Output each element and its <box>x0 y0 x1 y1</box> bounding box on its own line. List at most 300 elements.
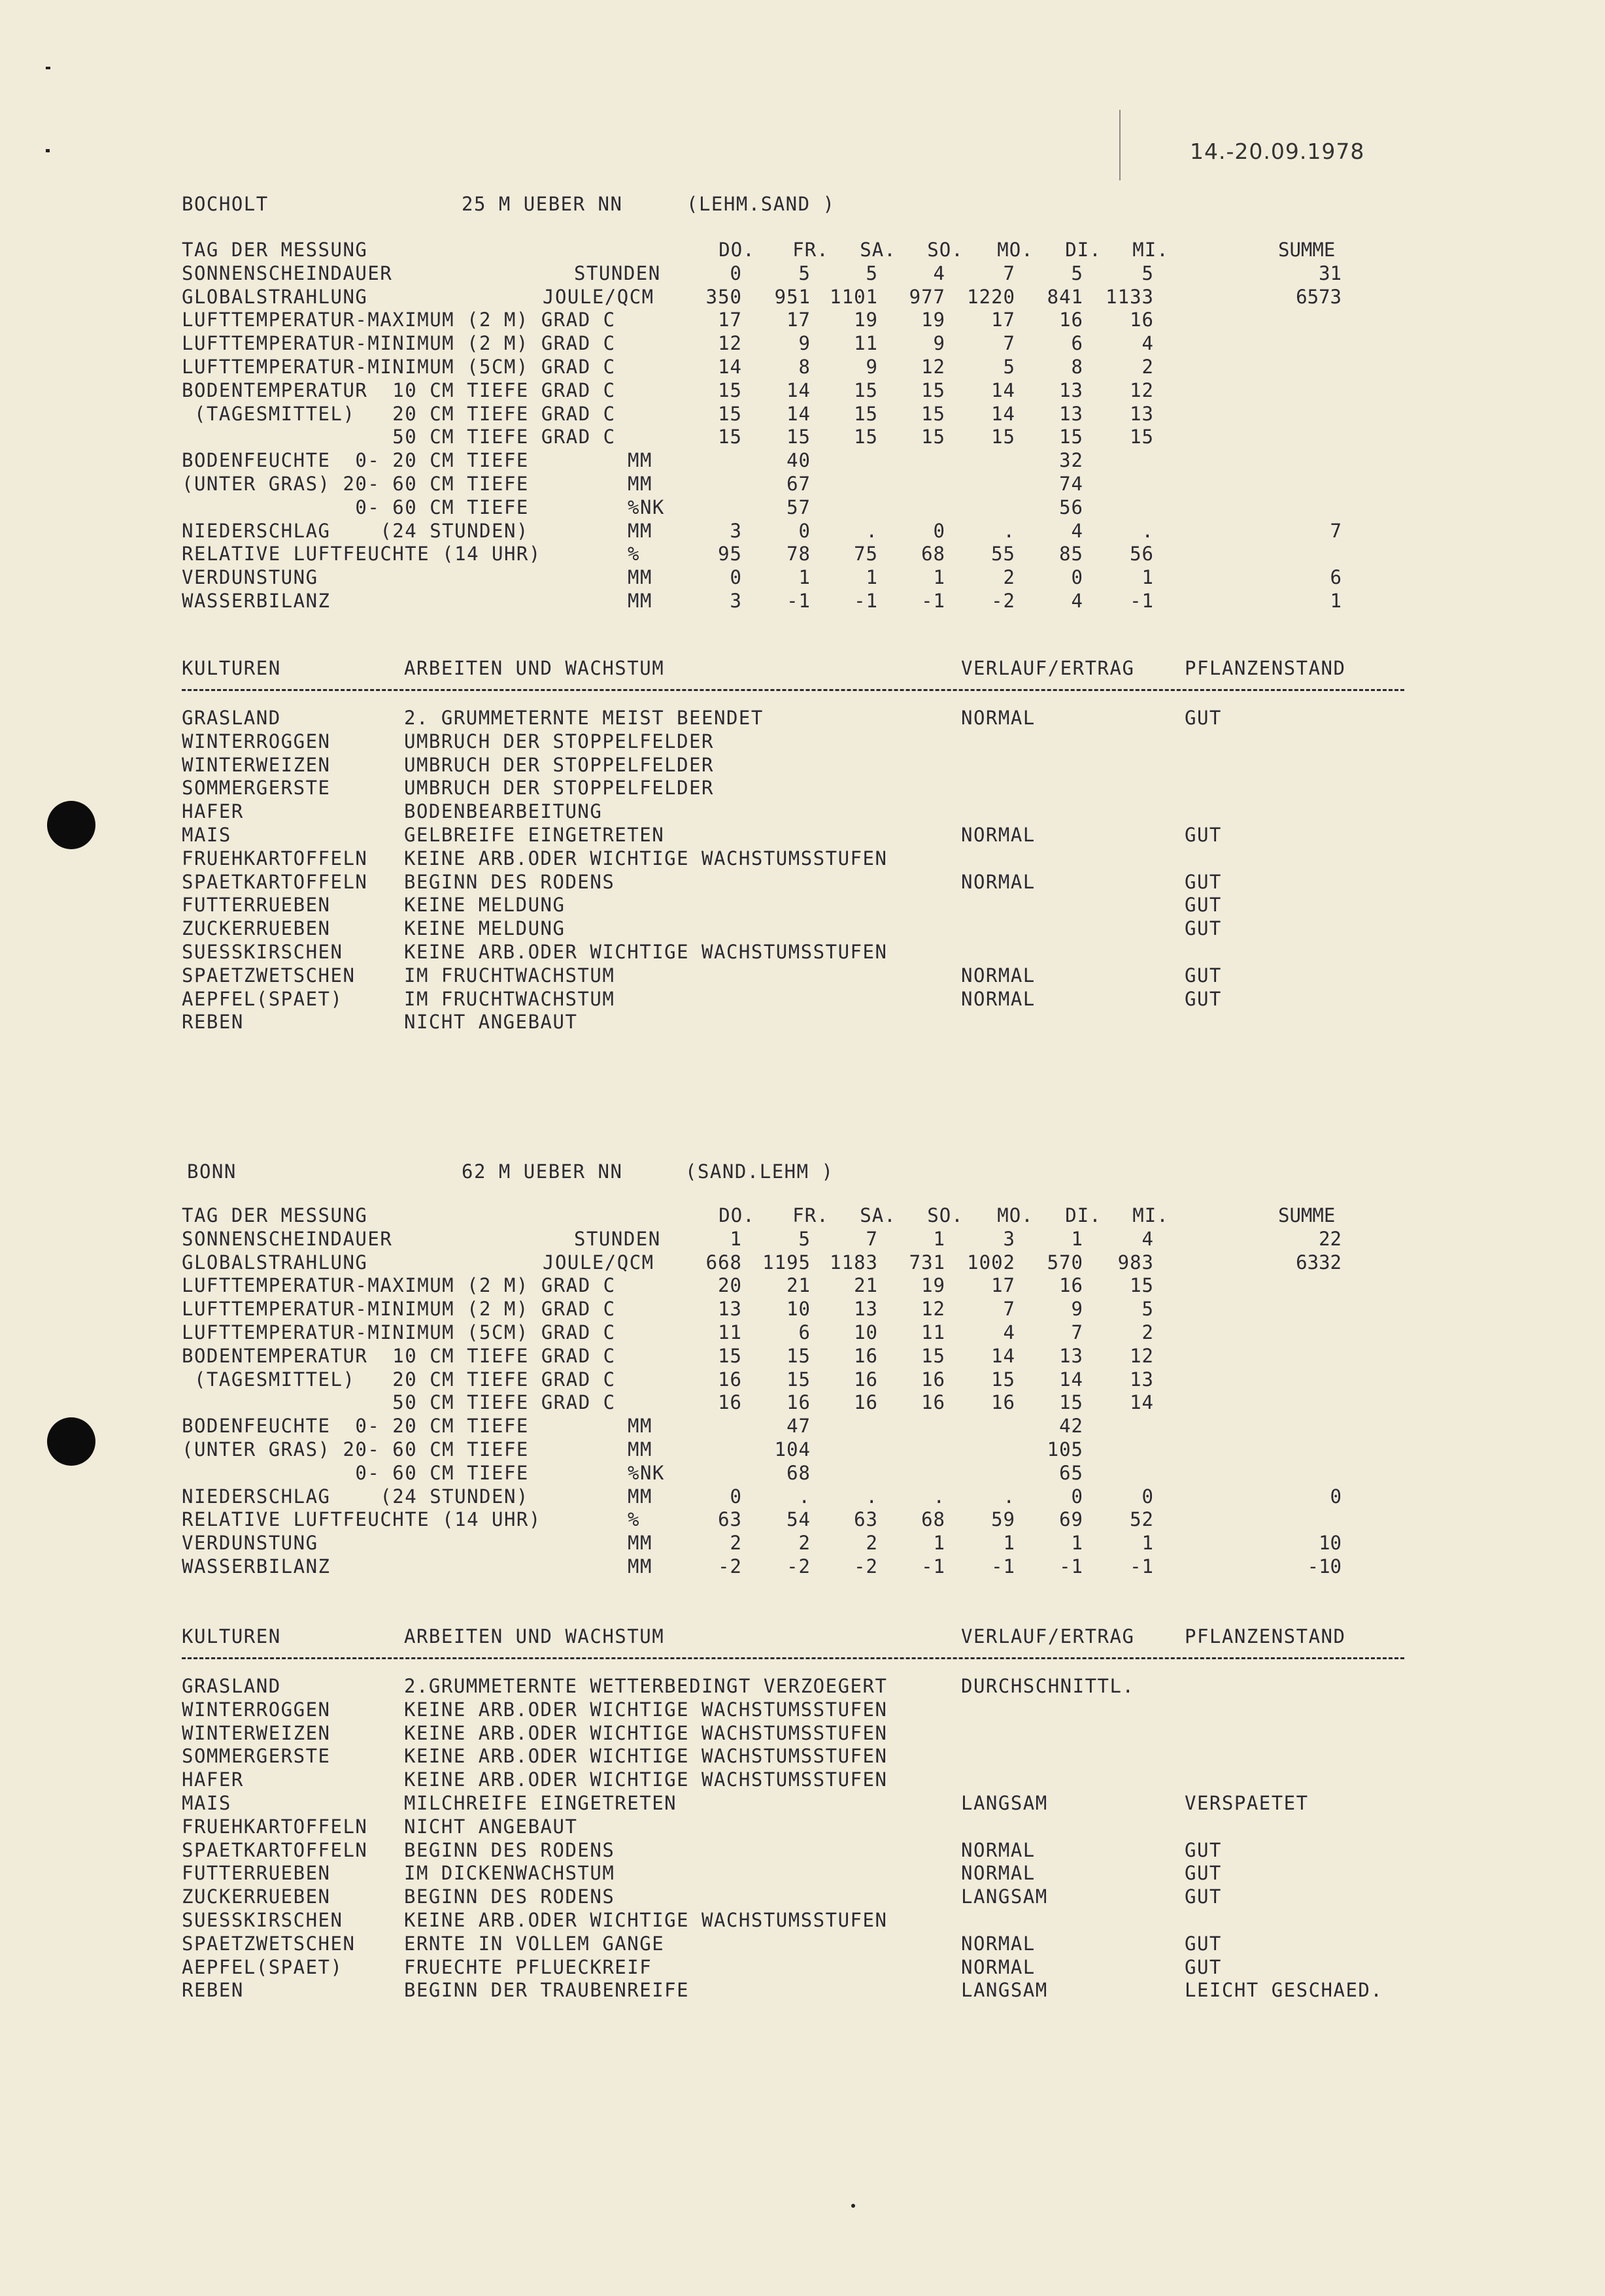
header-kulturen: KULTUREN <box>182 657 281 679</box>
day-value: 15 <box>786 426 811 448</box>
day-value: 85 <box>1059 543 1083 566</box>
measurement-row <box>0 425 1605 448</box>
row-label: WASSERBILANZ <box>182 1555 331 1578</box>
day-value: 65 <box>1059 1461 1083 1484</box>
crop-work: UMBRUCH DER STOPPELFELDER <box>404 753 714 776</box>
crop-progress: NORMAL <box>961 1838 1036 1861</box>
day-value: 21 <box>786 1274 811 1297</box>
day-value: 15 <box>718 1344 742 1367</box>
crop-row <box>0 1768 1605 1791</box>
day-value: 68 <box>921 1508 945 1531</box>
crop-name: FUTTERRUEBEN <box>182 894 331 917</box>
day-value: -1 <box>921 590 945 612</box>
measurement-row <box>0 1227 1605 1251</box>
day-value: 1 <box>798 566 811 589</box>
crop-work: 2.GRUMMETERNTE WETTERBEDINGT VERZOEGERT <box>404 1675 888 1697</box>
crop-work: ERNTE IN VOLLEM GANGE <box>404 1932 665 1955</box>
day-value: -2 <box>991 590 1015 612</box>
day-value: 4 <box>1141 1227 1154 1250</box>
page-dot <box>851 2204 855 2208</box>
day-value: 68 <box>921 543 945 566</box>
day-value: 7 <box>866 1227 878 1250</box>
measurement-row <box>0 1531 1605 1555</box>
row-label: LUFTTEMPERATUR-MINIMUM (2 M) GRAD C <box>182 1298 616 1321</box>
station-soil: (SAND.LEHM ) <box>685 1160 834 1183</box>
day-value: 14 <box>991 1344 1015 1367</box>
crop-progress: LANGSAM <box>961 1792 1048 1814</box>
crop-work: MILCHREIFE EINGETRETEN <box>404 1792 677 1814</box>
crop-work: KEINE MELDUNG <box>404 894 566 917</box>
crop-name: SPAETKARTOFFELN <box>182 870 368 893</box>
day-value: 32 <box>1059 449 1083 472</box>
day-value: 2 <box>798 1532 811 1555</box>
day-value: 7 <box>1003 332 1015 355</box>
day-value: -2 <box>718 1555 742 1578</box>
day-value: 14 <box>1059 1368 1083 1391</box>
crop-name: WINTERROGGEN <box>182 1698 331 1721</box>
row-unit: MM <box>628 1532 652 1555</box>
station-soil: (LEHM.SAND ) <box>686 193 836 215</box>
row-label: BODENFEUCHTE 0- 20 CM TIEFE <box>182 449 529 472</box>
row-label: (TAGESMITTEL) 20 CM TIEFE GRAD C <box>182 402 616 425</box>
day-value: 12 <box>1130 379 1154 401</box>
crop-name: SPAETZWETSCHEN <box>182 964 356 987</box>
row-unit: % <box>628 543 640 566</box>
crop-row <box>0 1815 1605 1838</box>
day-value: 75 <box>854 543 878 566</box>
row-unit: MM <box>628 1555 652 1578</box>
row-label: BODENTEMPERATUR 10 CM TIEFE GRAD C <box>182 1344 616 1367</box>
crop-row <box>0 1978 1605 2002</box>
crop-work: KEINE ARB.ODER WICHTIGE WACHSTUMSSTUFEN <box>404 1909 888 1931</box>
crop-condition: GUT <box>1185 1932 1222 1955</box>
day-value: 12 <box>921 1298 945 1321</box>
table-header-row <box>0 1204 1605 1227</box>
summe-value: 6573 <box>1296 285 1342 308</box>
day-value: 9 <box>798 332 811 355</box>
day-value: -1 <box>991 1555 1015 1578</box>
row-label: (TAGESMITTEL) 20 CM TIEFE GRAD C <box>182 1368 616 1391</box>
crop-row <box>0 893 1605 917</box>
crop-condition: GUT <box>1185 1862 1222 1885</box>
day-value: 7 <box>1071 1321 1083 1343</box>
row-unit: MM <box>628 1485 652 1508</box>
row-label: (UNTER GRAS) 20- 60 CM TIEFE <box>182 473 529 495</box>
day-value: 977 <box>909 285 945 308</box>
crop-name: WINTERWEIZEN <box>182 1721 331 1744</box>
crop-work: BEGINN DES RODENS <box>404 1885 615 1908</box>
day-value: 5 <box>1003 356 1015 378</box>
day-value: 15 <box>921 426 945 448</box>
crop-progress: NORMAL <box>961 824 1036 846</box>
day-value: 20 <box>718 1274 742 1297</box>
measurement-row <box>0 1508 1605 1531</box>
day-header: DI. <box>1065 1204 1102 1226</box>
row-label: TAG DER MESSUNG <box>182 1204 368 1226</box>
day-value: 16 <box>854 1368 878 1391</box>
day-value: 951 <box>774 285 811 308</box>
crop-name: FRUEHKARTOFFELN <box>182 1815 368 1838</box>
measurement-row <box>0 331 1605 355</box>
crop-name: AEPFEL(SPAET) <box>182 987 343 1010</box>
day-value: 56 <box>1130 543 1154 566</box>
day-value: 59 <box>991 1508 1015 1531</box>
day-value: 5 <box>798 1227 811 1250</box>
row-unit: %NK <box>628 496 665 518</box>
crop-work: GELBREIFE EINGETRETEN <box>404 824 665 846</box>
day-value: 16 <box>718 1391 742 1414</box>
crop-work: FRUECHTE PFLUECKREIF <box>404 1955 652 1978</box>
day-value: 0 <box>730 1485 742 1508</box>
day-value: 15 <box>991 426 1015 448</box>
measurement-row <box>0 1461 1605 1485</box>
day-value: 54 <box>786 1508 811 1531</box>
header-verlauf: VERLAUF/ERTRAG <box>961 1625 1135 1647</box>
day-value: 2 <box>730 1532 742 1555</box>
day-value: 5 <box>798 262 811 284</box>
row-label: 0- 60 CM TIEFE <box>182 496 529 518</box>
crop-progress: NORMAL <box>961 870 1036 893</box>
crop-row <box>0 987 1605 1011</box>
day-value: 15 <box>1130 1274 1154 1297</box>
day-value: 3 <box>730 519 742 542</box>
day-value: 8 <box>1071 356 1083 378</box>
crop-name: ZUCKERRUEBEN <box>182 1885 331 1908</box>
day-value: 5 <box>1141 262 1154 284</box>
day-value: 841 <box>1047 285 1083 308</box>
crop-work: BODENBEARBEITUNG <box>404 800 603 823</box>
station-name: BONN <box>187 1160 237 1183</box>
crop-row <box>0 1698 1605 1721</box>
day-value: 13 <box>1130 1368 1154 1391</box>
day-header: MO. <box>997 239 1034 261</box>
measurement-row <box>0 542 1605 566</box>
crop-name: AEPFEL(SPAET) <box>182 1955 343 1978</box>
day-value: 13 <box>1059 402 1083 425</box>
row-label: SONNENSCHEINDAUER <box>182 262 393 284</box>
day-value: 2 <box>1141 356 1154 378</box>
crop-name: FUTTERRUEBEN <box>182 1862 331 1885</box>
crop-name: ZUCKERRUEBEN <box>182 917 331 940</box>
crop-condition: GUT <box>1185 964 1222 987</box>
crop-progress: LANGSAM <box>961 1979 1048 2002</box>
day-value: . <box>866 519 878 542</box>
day-value: 1 <box>866 566 878 589</box>
day-value: 15 <box>854 402 878 425</box>
day-value: 1 <box>933 566 945 589</box>
day-value: 15 <box>1130 426 1154 448</box>
crop-name: HAFER <box>182 800 244 823</box>
day-value: 983 <box>1117 1251 1154 1274</box>
day-value: . <box>1003 519 1015 542</box>
day-value: 19 <box>921 1274 945 1297</box>
header-arbeiten: ARBEITEN UND WACHSTUM <box>404 1625 665 1647</box>
summe-value: 22 <box>1319 1227 1342 1250</box>
day-value: 4 <box>1071 519 1083 542</box>
day-value: 16 <box>854 1391 878 1414</box>
day-value: 13 <box>1130 402 1154 425</box>
crop-work: KEINE ARB.ODER WICHTIGE WACHSTUMSSTUFEN <box>404 941 888 963</box>
day-value: 9 <box>933 332 945 355</box>
day-value: 15 <box>786 1368 811 1391</box>
day-value: 8 <box>798 356 811 378</box>
day-value: 0 <box>933 519 945 542</box>
crop-row <box>0 870 1605 894</box>
row-unit: MM <box>628 519 652 542</box>
day-value: 14 <box>786 402 811 425</box>
measurement-row <box>0 1251 1605 1274</box>
crop-row <box>0 1838 1605 1862</box>
day-value: 57 <box>786 496 811 518</box>
crop-name: WINTERWEIZEN <box>182 753 331 776</box>
station-name: BOCHOLT <box>182 193 269 215</box>
row-unit: MM <box>628 566 652 589</box>
table-header-row <box>0 238 1605 262</box>
day-value: -1 <box>854 590 878 612</box>
day-value: 63 <box>854 1508 878 1531</box>
row-label: LUFTTEMPERATUR-MINIMUM (2 M) GRAD C <box>182 332 616 355</box>
header-kulturen: KULTUREN <box>182 1625 281 1647</box>
day-value: 1195 <box>762 1251 811 1274</box>
day-value: 0 <box>1141 1485 1154 1508</box>
crop-row <box>0 1885 1605 1908</box>
row-label: BODENFEUCHTE 0- 20 CM TIEFE <box>182 1415 529 1438</box>
day-value: 15 <box>718 426 742 448</box>
day-value: 19 <box>854 309 878 331</box>
day-value: 56 <box>1059 496 1083 518</box>
day-value: 14 <box>991 379 1015 401</box>
day-value: 69 <box>1059 1508 1083 1531</box>
day-value: 105 <box>1047 1438 1083 1460</box>
day-value: 10 <box>854 1321 878 1343</box>
day-value: 42 <box>1059 1415 1083 1438</box>
crop-name: WINTERROGGEN <box>182 730 331 752</box>
crop-condition: GUT <box>1185 870 1222 893</box>
crop-name: SOMMERGERSTE <box>182 777 331 800</box>
day-value: 11 <box>921 1321 945 1343</box>
day-value: 104 <box>774 1438 811 1460</box>
day-value: . <box>933 1485 945 1508</box>
day-header: SA. <box>860 1204 896 1226</box>
crop-condition: GUT <box>1185 894 1222 917</box>
station-elevation: 62 M UEBER NN <box>462 1160 623 1183</box>
row-label: RELATIVE LUFTFEUCHTE (14 UHR) <box>182 543 541 566</box>
measurement-row <box>0 262 1605 285</box>
day-value: 1133 <box>1106 285 1154 308</box>
crop-header-row <box>0 656 1605 680</box>
crop-condition: VERSPAETET <box>1185 1792 1309 1814</box>
crop-condition: GUT <box>1185 707 1222 729</box>
crop-work: 2. GRUMMETERNTE MEIST BEENDET <box>404 707 764 729</box>
day-value: 1 <box>933 1227 945 1250</box>
row-label: 50 CM TIEFE GRAD C <box>182 1391 616 1414</box>
crop-row <box>0 1908 1605 1932</box>
day-value: 95 <box>718 543 742 566</box>
crop-work: IM FRUCHTWACHSTUM <box>404 964 615 987</box>
summe-value: 10 <box>1319 1532 1342 1555</box>
day-value: 1 <box>1071 1227 1083 1250</box>
row-label: VERDUNSTUNG <box>182 566 318 589</box>
day-value: 0 <box>730 566 742 589</box>
crop-condition: GUT <box>1185 917 1222 940</box>
day-value: 63 <box>718 1508 742 1531</box>
crop-row <box>0 800 1605 823</box>
day-value: 668 <box>705 1251 742 1274</box>
day-value: 15 <box>718 379 742 401</box>
day-header: MI. <box>1132 239 1169 261</box>
measurement-row <box>0 566 1605 589</box>
summe-value: 1 <box>1330 590 1342 612</box>
measurement-row <box>0 308 1605 331</box>
crop-work: KEINE ARB.ODER WICHTIGE WACHSTUMSSTUFEN <box>404 1745 888 1768</box>
row-unit: MM <box>628 1438 652 1460</box>
summe-header: SUMME <box>1278 1204 1336 1226</box>
summe-value: -10 <box>1307 1555 1342 1578</box>
day-value: 1 <box>1141 1532 1154 1555</box>
summe-value: 6 <box>1330 566 1342 589</box>
measurement-row <box>0 1321 1605 1344</box>
day-value: 1183 <box>830 1251 878 1274</box>
day-value: 15 <box>854 379 878 401</box>
day-header: FR. <box>792 1204 829 1226</box>
day-header: DO. <box>718 239 755 261</box>
row-unit: MM <box>628 590 652 612</box>
crop-work: UMBRUCH DER STOPPELFELDER <box>404 730 714 752</box>
measurement-row <box>0 472 1605 496</box>
row-label: LUFTTEMPERATUR-MAXIMUM (2 M) GRAD C <box>182 309 616 331</box>
crop-name: SPAETKARTOFFELN <box>182 1838 368 1861</box>
day-header: MI. <box>1132 1204 1169 1226</box>
crop-row <box>0 1955 1605 1979</box>
crop-work: NICHT ANGEBAUT <box>404 1011 578 1034</box>
day-value: 17 <box>991 1274 1015 1297</box>
measurement-row <box>0 519 1605 543</box>
measurement-row <box>0 379 1605 402</box>
crop-work: KEINE ARB.ODER WICHTIGE WACHSTUMSSTUFEN <box>404 1768 888 1791</box>
crop-progress: LANGSAM <box>961 1885 1048 1908</box>
measurement-row <box>0 285 1605 309</box>
crop-name: GRASLAND <box>182 707 281 729</box>
crop-progress: NORMAL <box>961 707 1036 729</box>
crop-row <box>0 1861 1605 1885</box>
crop-work: KEINE MELDUNG <box>404 917 566 940</box>
summe-value: 0 <box>1330 1485 1342 1508</box>
row-label: SONNENSCHEINDAUER <box>182 1227 393 1250</box>
header-verlauf: VERLAUF/ERTRAG <box>961 657 1135 679</box>
day-value: 4 <box>1071 590 1083 612</box>
dashed-divider <box>182 689 1404 691</box>
day-value: 5 <box>866 262 878 284</box>
day-value: 47 <box>786 1415 811 1438</box>
crop-condition: GUT <box>1185 824 1222 846</box>
day-value: 731 <box>909 1251 945 1274</box>
crop-row <box>0 1932 1605 1955</box>
crop-work: UMBRUCH DER STOPPELFELDER <box>404 777 714 800</box>
row-label: WASSERBILANZ <box>182 590 331 612</box>
day-value: -1 <box>1130 590 1154 612</box>
crop-work: KEINE ARB.ODER WICHTIGE WACHSTUMSSTUFEN <box>404 847 888 869</box>
day-value: 14 <box>718 356 742 378</box>
day-value: 7 <box>1003 262 1015 284</box>
day-value: . <box>1003 1485 1015 1508</box>
day-value: 6 <box>1071 332 1083 355</box>
day-value: 52 <box>1130 1508 1154 1531</box>
margin-mark <box>46 149 50 152</box>
day-value: -1 <box>1130 1555 1154 1578</box>
day-value: -1 <box>786 590 811 612</box>
crop-row <box>0 964 1605 987</box>
crop-name: GRASLAND <box>182 1675 281 1697</box>
day-value: . <box>866 1485 878 1508</box>
measurement-row <box>0 1438 1605 1461</box>
crop-row <box>0 753 1605 777</box>
margin-mark <box>46 67 50 69</box>
day-value: 15 <box>854 426 878 448</box>
day-value: 1 <box>933 1532 945 1555</box>
day-value: 2 <box>866 1532 878 1555</box>
day-value: 3 <box>730 590 742 612</box>
day-value: 16 <box>1130 309 1154 331</box>
day-value: 13 <box>718 1298 742 1321</box>
day-header: SO. <box>927 239 964 261</box>
measurement-row <box>0 1274 1605 1297</box>
crop-condition: GUT <box>1185 987 1222 1010</box>
report-date: 14.-20.09.1978 <box>1190 139 1365 164</box>
row-label: RELATIVE LUFTFEUCHTE (14 UHR) <box>182 1508 541 1531</box>
crop-name: SPAETZWETSCHEN <box>182 1932 356 1955</box>
day-value: 55 <box>991 543 1015 566</box>
crop-name: REBEN <box>182 1979 244 2002</box>
day-value: 15 <box>718 402 742 425</box>
measurement-row <box>0 402 1605 426</box>
row-unit: MM <box>628 473 652 495</box>
day-value: 10 <box>786 1298 811 1321</box>
crop-name: SOMMERGERSTE <box>182 1745 331 1768</box>
day-value: -2 <box>786 1555 811 1578</box>
day-value: 6 <box>798 1321 811 1343</box>
day-value: 17 <box>991 309 1015 331</box>
crop-name: FRUEHKARTOFFELN <box>182 847 368 869</box>
day-value: . <box>1141 519 1154 542</box>
crop-condition: GUT <box>1185 1838 1222 1861</box>
crop-progress: NORMAL <box>961 1955 1036 1978</box>
dashed-divider <box>182 1657 1404 1659</box>
row-label: GLOBALSTRAHLUNG <box>182 1251 368 1274</box>
day-value: 17 <box>718 309 742 331</box>
day-value: 78 <box>786 543 811 566</box>
crop-row <box>0 1791 1605 1815</box>
measurement-row <box>0 1344 1605 1368</box>
day-value: 67 <box>786 473 811 495</box>
day-value: -1 <box>921 1555 945 1578</box>
crop-condition: GUT <box>1185 1955 1222 1978</box>
row-unit: JOULE/QCM <box>543 1251 654 1274</box>
day-value: 15 <box>921 402 945 425</box>
station-elevation: 25 M UEBER NN <box>462 193 623 215</box>
measurement-row <box>0 355 1605 379</box>
crop-work: BEGINN DER TRAUBENREIFE <box>404 1979 690 2002</box>
day-value: 11 <box>718 1321 742 1343</box>
day-value: 21 <box>854 1274 878 1297</box>
stamp-line <box>1119 110 1121 180</box>
summe-value: 6332 <box>1296 1251 1342 1274</box>
summe-header: SUMME <box>1278 239 1336 261</box>
day-value: 9 <box>1071 1298 1083 1321</box>
crop-row <box>0 706 1605 730</box>
row-label: (UNTER GRAS) 20- 60 CM TIEFE <box>182 1438 529 1460</box>
day-value: 350 <box>705 285 742 308</box>
day-value: 1 <box>1071 1532 1083 1555</box>
